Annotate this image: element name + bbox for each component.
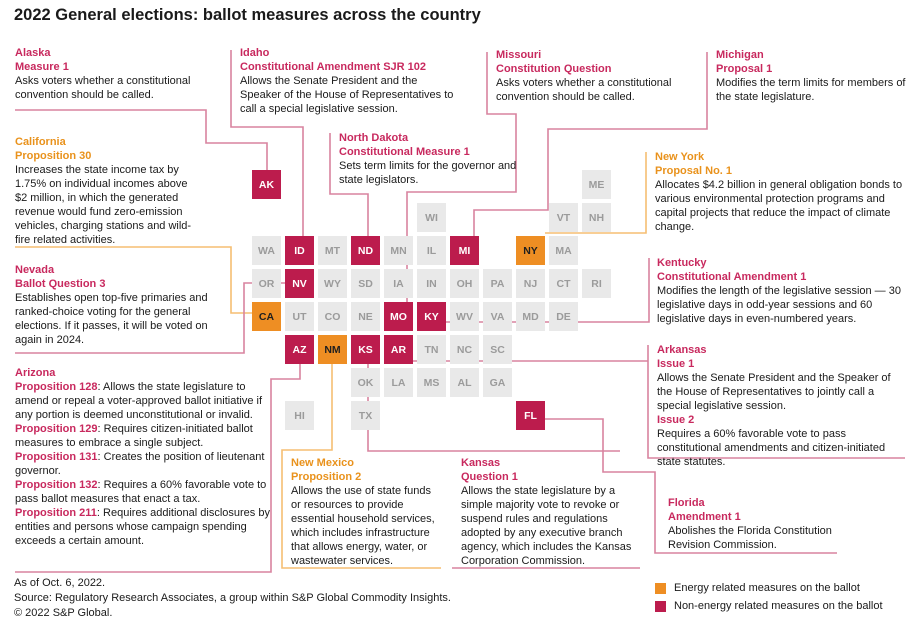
state-tile-ks: KS — [351, 335, 380, 364]
callout-measure-title: Proposition 211 — [15, 507, 97, 519]
callout-measure-text: Sets term limits for the governor and state legislators. — [339, 160, 517, 186]
callout-measure-title: Measure 1 — [15, 61, 69, 73]
callout-measure: Proposition 128: Allows the state legislature to amend or repeal a voter-approved ballot initiative if any portion is deemed unconstitutional or invalid. — [15, 381, 263, 421]
state-tile-al: AL — [450, 368, 479, 397]
state-tile-ct: CT — [549, 269, 578, 298]
state-tile-nc: NC — [450, 335, 479, 364]
state-tile-nv: NV — [285, 269, 314, 298]
state-tile-in: IN — [417, 269, 446, 298]
footer-copyright: © 2022 S&P Global. — [14, 607, 113, 619]
callout-measure-title: Constitutional Amendment SJR 102 — [240, 61, 427, 73]
callout-kentucky — [657, 256, 905, 326]
state-tile-wi: WI — [417, 203, 446, 232]
state-tile-wy: WY — [318, 269, 347, 298]
state-tile-il: IL — [417, 236, 446, 265]
callout-measure-title: Proposition 128 — [15, 381, 98, 393]
callout-state-name: New York — [655, 151, 705, 163]
callout-northdakota — [339, 131, 519, 187]
state-tile-mi: MI — [450, 236, 479, 265]
callout-measure: Proposition 132: Requires a 60% favorable vote to pass ballot measures that enact a tax. — [15, 479, 267, 505]
callout-missouri — [496, 48, 696, 104]
state-tile-ms: MS — [417, 368, 446, 397]
state-tile-ok: OK — [351, 368, 380, 397]
callout-state-name: Arkansas — [657, 344, 707, 356]
callout-measure: Proposition 211: Requires additional disclosures by entities and persons whose campaign spending exceeds a certain amount. — [15, 507, 270, 547]
callout-measure-title: Proposal No. 1 — [655, 165, 733, 177]
callout-state-name: Michigan — [716, 49, 764, 61]
callout-measure-text: Asks voters whether a constitutional convention should be called. — [15, 75, 191, 101]
callout-measure-text: Allows the Senate President and the Speaker of the House of Representatives to jointly call a special legislative session. — [657, 372, 891, 412]
callout-measure-title: Proposition 129 — [15, 423, 98, 435]
callout-alaska — [15, 46, 211, 102]
callout-measure-text: Allows the use of state funds or resources to provide essential household services, which includes infrastructure that allows energy, water, or wastewater services. — [291, 485, 435, 567]
callout-measure-title: Issue 1 — [657, 358, 695, 370]
callout-newyork — [655, 150, 903, 234]
callout-measure-title: Proposal 1 — [716, 63, 773, 75]
state-tile-mt: MT — [318, 236, 347, 265]
callout-measure-title: Amendment 1 — [668, 511, 741, 523]
legend-label: Non-energy related measures on the ballot — [674, 600, 883, 612]
state-tile-ia: IA — [384, 269, 413, 298]
footer-source: Source: Regulatory Research Associates, a group within S&P Global Commodity Insights. — [14, 592, 451, 604]
callout-measure-text: Increases the state income tax by 1.75% on individual incomes above $2 million, in which the generated revenue would fund zero-emission vehicles, charging stations and wild-fire related activities. — [15, 164, 192, 246]
state-tile-sd: SD — [351, 269, 380, 298]
state-tile-ca: CA — [252, 302, 281, 331]
callout-measure-title: Question 1 — [461, 471, 518, 483]
callout-state-name: Missouri — [496, 49, 542, 61]
state-tile-vt: VT — [549, 203, 578, 232]
state-tile-or: OR — [252, 269, 281, 298]
state-tile-ne: NE — [351, 302, 380, 331]
legend-item-non-energy — [655, 600, 883, 612]
callout-state-name: Idaho — [240, 47, 270, 59]
callout-measure-title: Proposition 131 — [15, 451, 98, 463]
callout-arizona — [15, 366, 270, 548]
legend-swatch-non-energy — [655, 601, 666, 612]
callout-california — [15, 135, 193, 247]
state-tile-sc: SC — [483, 335, 512, 364]
callout-measure-text: Modifies the length of the legislative session — 30 legislative days in odd-year sessions and 60 legislative days in even-numbered years. — [657, 285, 901, 325]
state-tile-ga: GA — [483, 368, 512, 397]
state-tile-nh: NH — [582, 203, 611, 232]
state-tile-md: MD — [516, 302, 545, 331]
state-tile-hi: HI — [285, 401, 314, 430]
footer-as-of: As of Oct. 6, 2022. — [14, 577, 106, 589]
callout-measure-title: Issue 2 — [657, 414, 695, 426]
state-tile-nj: NJ — [516, 269, 545, 298]
callout-measure-text: Modifies the term limits for members of the state legislature. — [716, 77, 906, 103]
state-tile-ak: AK — [252, 170, 281, 199]
legend-item-energy — [655, 582, 860, 594]
callout-newmexico — [291, 456, 443, 568]
callout-arkansas — [657, 343, 907, 469]
state-tile-pa: PA — [483, 269, 512, 298]
callout-state-name: Florida — [668, 497, 705, 509]
legend-label: Energy related measures on the ballot — [674, 582, 860, 594]
callout-nevada — [15, 263, 217, 347]
callout-state-name: Alaska — [15, 47, 51, 59]
callout-kansas — [461, 456, 639, 568]
footer — [14, 576, 451, 621]
callout-measure-text: Requires a 60% favorable vote to pass constitutional amendments and citizen-initiated state statutes. — [657, 428, 886, 468]
state-tile-tx: TX — [351, 401, 380, 430]
legend-swatch-energy — [655, 583, 666, 594]
state-tile-mo: MO — [384, 302, 413, 331]
page-title: 2022 General elections: ballot measures across the country — [14, 6, 481, 24]
callout-measure-title: Proposition 132 — [15, 479, 98, 491]
state-tile-mn: MN — [384, 236, 413, 265]
callout-measure-text: Establishes open top-five primaries and ranked-choice voting for the general elections. If it passes, it will be voted on again in 2024. — [15, 292, 208, 346]
state-tile-nd: ND — [351, 236, 380, 265]
state-tile-co: CO — [318, 302, 347, 331]
state-tile-tn: TN — [417, 335, 446, 364]
callout-state-name: California — [15, 136, 66, 148]
callout-measure: Proposition 129: Requires citizen-initiated ballot measures to embrace a single subject. — [15, 423, 253, 449]
callout-measure-title: Proposition 2 — [291, 471, 362, 483]
callout-measure-text: Asks voters whether a constitutional convention should be called. — [496, 77, 672, 103]
callout-measure-title: Proposition 30 — [15, 150, 92, 162]
callout-measure-title: Constitutional Amendment 1 — [657, 271, 807, 283]
callout-measure-title: Constitution Question — [496, 63, 612, 75]
state-tile-oh: OH — [450, 269, 479, 298]
callout-state-name: North Dakota — [339, 132, 409, 144]
state-tile-ma: MA — [549, 236, 578, 265]
callout-idaho — [240, 46, 458, 116]
state-tile-ky: KY — [417, 302, 446, 331]
state-tile-wa: WA — [252, 236, 281, 265]
state-tile-me: ME — [582, 170, 611, 199]
callout-state-name: Arizona — [15, 367, 56, 379]
state-tile-id: ID — [285, 236, 314, 265]
state-tile-nm: NM — [318, 335, 347, 364]
state-tile-va: VA — [483, 302, 512, 331]
state-tile-ut: UT — [285, 302, 314, 331]
state-tile-az: AZ — [285, 335, 314, 364]
callout-measure: Proposition 131: Creates the position of lieutenant governor. — [15, 451, 265, 477]
state-tile-ny: NY — [516, 236, 545, 265]
state-tile-wv: WV — [450, 302, 479, 331]
callout-measure-text: Allocates $4.2 billion in general obligation bonds to various environmental protection programs and capital projects that reduce the impact of climate change. — [655, 179, 903, 233]
callout-measure-text: Allows the Senate President and the Speaker of the House of Representatives to call a special legislative session. — [240, 75, 454, 115]
state-tile-ar: AR — [384, 335, 413, 364]
callout-michigan — [716, 48, 906, 104]
callout-state-name: New Mexico — [291, 457, 354, 469]
callout-measure-text: Abolishes the Florida Constitution Revision Commission. — [668, 525, 832, 551]
callout-measure-text: Allows the state legislature by a simple majority vote to revoke or suspend rules and regulations adopted by any executive branch agency, which includes the Kansas Corporation Commission. — [461, 485, 632, 567]
state-tile-ri: RI — [582, 269, 611, 298]
callout-state-name: Kentucky — [657, 257, 707, 269]
callout-measure-title: Ballot Question 3 — [15, 278, 106, 290]
callout-state-name: Nevada — [15, 264, 55, 276]
callout-measure-title: Constitutional Measure 1 — [339, 146, 470, 158]
state-tile-de: DE — [549, 302, 578, 331]
callout-florida — [668, 496, 846, 552]
state-tile-la: LA — [384, 368, 413, 397]
callout-state-name: Kansas — [461, 457, 501, 469]
state-tile-fl: FL — [516, 401, 545, 430]
